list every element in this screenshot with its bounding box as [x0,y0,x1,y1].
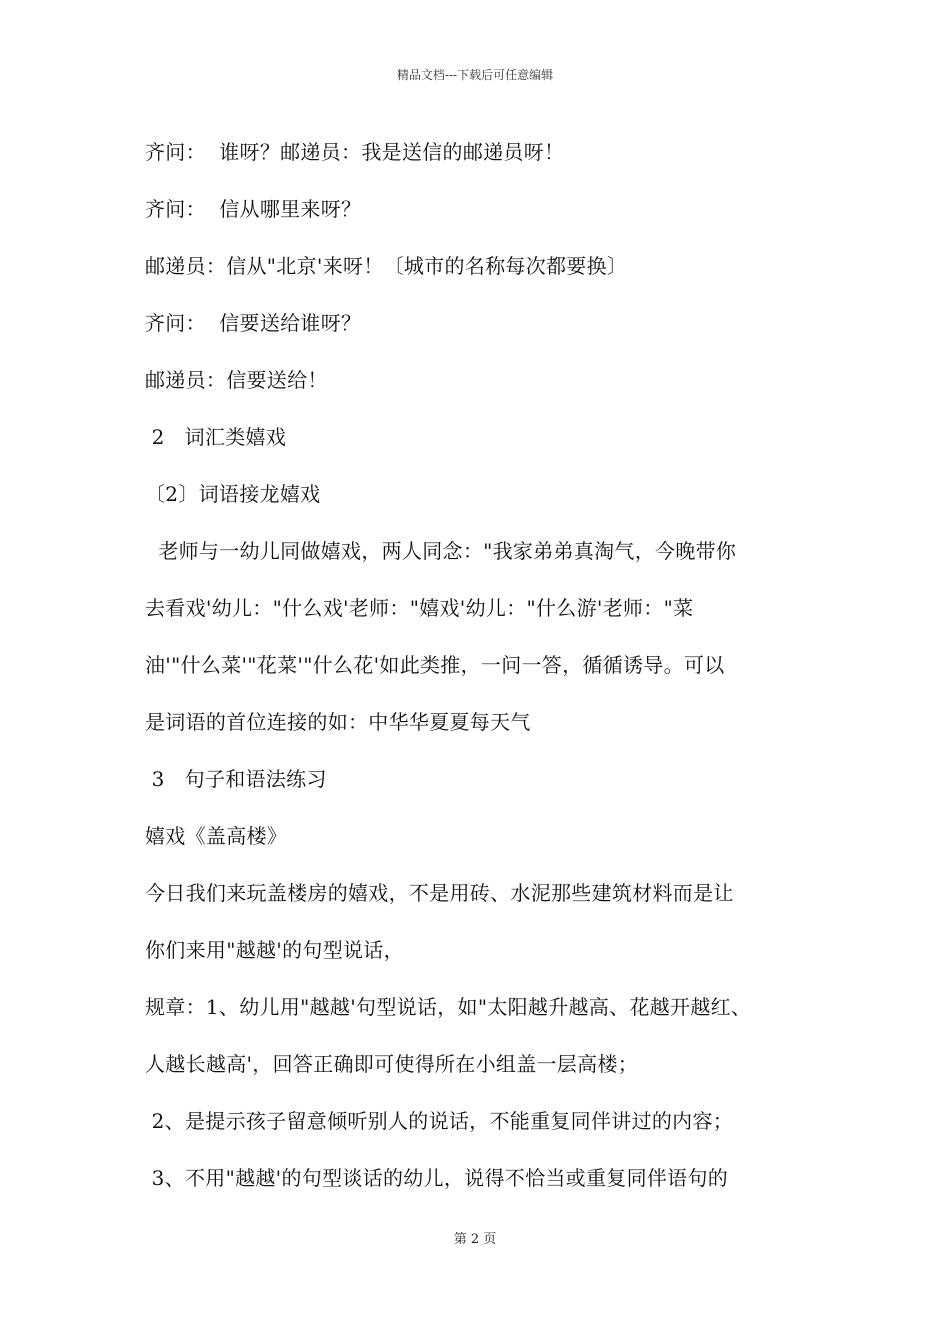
text-line: 油'"什么菜'"花菜'"什么花'如此类推，一问一答，循循诱导。可以 [145,653,725,677]
text-line: 人越长越高'，回答正确即可使得所在小组盖一层高楼； [145,1052,638,1076]
section-heading: 2 词汇类嬉戏 [145,425,287,449]
text-line: 规章：1、幼儿用"越越'句型说话，如"太阳越升越高、花越开越红、 [145,995,752,1019]
text-line: 老师与一幼儿同做嬉戏，两人同念："我家弟弟真淘气，今晚带你 [145,539,737,563]
text-line: 邮递员：信从"北京'来呀！〔城市的名称每次都要换〕 [145,254,628,278]
subsection-heading: 嬉戏《盖高楼》 [145,824,288,848]
text-line: 你们来用"越越'的句型说话， [145,938,404,962]
section-heading: 3 句子和语法练习 [145,767,327,791]
text-line: 齐问： 信从哪里来呀？ [145,197,362,221]
text-line: 是词语的首位连接的如：中华华夏夏每天气 [145,710,531,734]
page-number: 第 2 页 [453,1232,497,1247]
text-line: 邮递员：信要送给！ [145,368,328,392]
text-line: 2、是提示孩子留意倾听别人的说话，不能重复同伴讲过的内容； [145,1109,734,1133]
text-line: 齐问： 谁呀？邮递员：我是送信的邮递员呀！ [145,140,565,164]
text-line: 去看戏'幼儿："什么戏'老师："嬉戏'幼儿："什么游'老师："菜 [145,596,694,620]
text-line: 齐问： 信要送给谁呀？ [145,311,362,335]
text-line: 今日我们来玩盖楼房的嬉戏，不是用砖、水泥那些建筑材料而是让 [145,881,734,905]
text-line: 3、不用"越越'的句型谈话的幼儿，说得不恰当或重复同伴语句的 [145,1166,729,1190]
page-header: 精品文档---下载后可任意编辑 [396,68,554,82]
subsection-heading: 〔2〕词语接龙嬉戏 [145,482,321,506]
